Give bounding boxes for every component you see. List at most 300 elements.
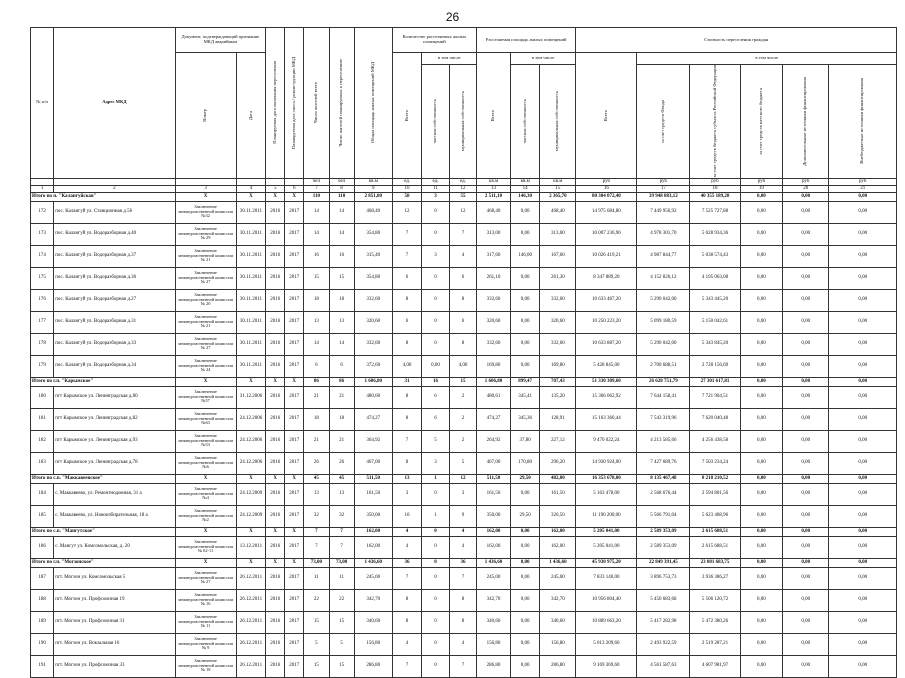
data-cell: 0,00: [740, 536, 782, 558]
data-cell: 0,00: [510, 267, 540, 289]
data-cell: 9 169 369,60: [576, 655, 637, 677]
data-cell: 0,00: [783, 408, 829, 430]
data-cell: 7 543 319,96: [637, 408, 690, 430]
col-qty-total: Всего: [392, 53, 422, 179]
data-cell: 0,00: [783, 655, 829, 677]
subtotal-cell: 26 628 751,79: [637, 377, 690, 386]
table-row: [31, 430, 897, 452]
subtotal-cell: 2 851,80: [354, 192, 392, 201]
data-cell: 0,00: [740, 430, 782, 452]
data-cell: 10 956 804,40: [576, 589, 637, 611]
data-cell: 2 728 156,69: [690, 355, 741, 377]
data-cell: 4 987 844,77: [637, 245, 690, 267]
data-cell: 261,10: [477, 267, 511, 289]
data-cell: 480,61: [477, 386, 511, 408]
row-number-cell: 174: [31, 245, 54, 267]
col-doc-date: Дата: [236, 53, 266, 179]
data-cell: 2017: [285, 245, 304, 267]
data-cell: 4: [449, 245, 476, 267]
data-cell: 12: [392, 201, 422, 223]
data-cell: 6: [449, 267, 476, 289]
data-cell: 15 366 062,92: [576, 386, 637, 408]
data-cell: 30.11.2011: [236, 201, 266, 223]
column-number-cell: 19: [740, 185, 782, 192]
subtotal-cell: 45 930 975,20: [576, 558, 637, 567]
data-cell: 4: [392, 536, 422, 558]
data-cell: 30.11.2011: [236, 267, 266, 289]
subtotal-cell: 16 353 678,00: [576, 474, 637, 483]
data-cell: 320,60: [477, 311, 511, 333]
subtotal-cell: 0,00: [783, 192, 829, 201]
data-cell: 26.12.2011: [236, 611, 266, 633]
data-cell: 22: [329, 589, 354, 611]
address-cell: пос. Калангуй ул. Водоразборная д.36: [54, 267, 175, 289]
data-cell: 135,20: [540, 386, 576, 408]
data-cell: 0,00: [783, 355, 829, 377]
table-row: [31, 289, 897, 311]
document-cell: Заключение межведомственной комиссии № 27: [175, 333, 236, 355]
subtotal-cell: 45: [329, 474, 354, 483]
column-number-cell: 13: [477, 185, 511, 192]
data-cell: 2: [449, 430, 476, 452]
subtotal-cell: 0,00: [740, 474, 782, 483]
data-cell: 7 503 234,24: [690, 452, 741, 474]
data-cell: 0,00: [829, 430, 897, 452]
col-extra2: Внебюджетные источники финансирования: [829, 65, 897, 179]
data-cell: 245,00: [477, 567, 511, 589]
data-cell: 2016: [266, 452, 285, 474]
data-cell: 12: [449, 201, 476, 223]
data-cell: 7: [449, 223, 476, 245]
address-cell: пгт. Могзон ул. Профсоюзная 33: [54, 655, 175, 677]
data-cell: 5 290 042,00: [637, 333, 690, 355]
subtotal-cell: 1 606,80: [354, 377, 392, 386]
column-number-cell: 20: [783, 185, 829, 192]
data-cell: 4: [449, 536, 476, 558]
subtotal-cell: 1 436,60: [540, 558, 576, 567]
data-cell: 170,80: [510, 452, 540, 474]
data-cell: 0,00: [510, 289, 540, 311]
document-cell: Заключение межведомственной комиссии № 02-11: [175, 536, 236, 558]
data-cell: 0,00: [740, 267, 782, 289]
data-cell: 0,00: [783, 483, 829, 505]
data-cell: 8: [392, 589, 422, 611]
data-cell: 0,00: [510, 483, 540, 505]
subtotal-cell: 2 615 688,51: [690, 527, 741, 536]
subtotal-cell: X: [236, 558, 266, 567]
data-cell: 2016: [266, 655, 285, 677]
unit-cell: кв.м: [354, 178, 392, 185]
subtotal-cell: 146,30: [510, 192, 540, 201]
data-cell: 340,60: [540, 611, 576, 633]
subtotal-cell: 73,00: [329, 558, 354, 567]
table-row: [31, 386, 897, 408]
data-cell: 2017: [285, 267, 304, 289]
data-cell: 5 343 845,20: [690, 333, 741, 355]
address-cell: пос. Калангуй ул. Водоразборная д.40: [54, 223, 175, 245]
data-cell: 2016: [266, 289, 285, 311]
col-local-budget: за счет средств местного бюджета: [740, 65, 782, 179]
data-cell: 30.11.2011: [236, 245, 266, 267]
data-cell: 13.12.2011: [236, 536, 266, 558]
data-cell: 167,60: [540, 245, 576, 267]
document-cell: Заключение межведомственной комиссии №63: [175, 408, 236, 430]
document-cell: Заключение межведомственной комиссии №53: [175, 430, 236, 452]
subtotal-cell: 162,00: [540, 527, 576, 536]
data-cell: 24.12.2006: [236, 430, 266, 452]
data-cell: 4 152 826,12: [637, 267, 690, 289]
data-cell: 0,00: [510, 536, 540, 558]
subtotal-cell: X: [266, 558, 285, 567]
unit-cell: руб: [829, 178, 897, 185]
data-cell: 354,80: [354, 267, 392, 289]
column-number-cell: 11: [422, 185, 449, 192]
data-cell: 4 561 587,63: [637, 655, 690, 677]
page-number: 26: [445, 10, 460, 24]
subtotal-cell: 27 301 617,81: [690, 377, 741, 386]
data-cell: 4 213 585,66: [637, 430, 690, 452]
data-cell: 5 038 574,43: [690, 245, 741, 267]
data-cell: 6: [422, 386, 449, 408]
col-subject-budget: за счет средств бюджета субъекта Российской Федерации: [690, 65, 741, 179]
data-cell: 169,80: [477, 355, 511, 377]
data-cell: 480,60: [354, 386, 392, 408]
data-cell: 354,80: [354, 223, 392, 245]
data-cell: 0,00: [510, 311, 540, 333]
data-cell: 0,00: [829, 386, 897, 408]
document-cell: Заключение межведомственной комиссии № 27: [175, 267, 236, 289]
subtotal-cell: X: [285, 192, 304, 201]
document-cell: Заключение межведомственной комиссии № 9: [175, 633, 236, 655]
document-cell: Заключение межведомственной комиссии №32: [175, 201, 236, 223]
data-cell: 18: [329, 408, 354, 430]
data-cell: 0,00: [783, 589, 829, 611]
table-row: [31, 536, 897, 558]
data-cell: 169,80: [540, 355, 576, 377]
data-cell: 162,00: [477, 536, 511, 558]
data-cell: 332,60: [354, 333, 392, 355]
data-cell: 10 026 419,21: [576, 245, 637, 267]
data-cell: 24.12.2006: [236, 452, 266, 474]
subtotal-cell: 0,00: [740, 527, 782, 536]
subtotal-cell: 1 606,80: [477, 377, 511, 386]
row-number-cell: 189: [31, 611, 54, 633]
data-cell: 8: [392, 386, 422, 408]
data-cell: 14: [329, 333, 354, 355]
data-cell: 320,60: [354, 311, 392, 333]
subtotal-cell: 162,00: [477, 527, 511, 536]
document-cell: Заключение межведомственной комиссии №4: [175, 483, 236, 505]
data-cell: 7 427 689,76: [637, 452, 690, 474]
address-cell: пгт. Могзон ул. Комсомольская 5: [54, 567, 175, 589]
table-row: [31, 311, 897, 333]
data-cell: 0,00: [829, 633, 897, 655]
subtotal-cell: 39 948 883,12: [637, 192, 690, 201]
row-number-cell: 173: [31, 223, 54, 245]
subtotal-cell: 36: [449, 558, 476, 567]
data-cell: 14: [304, 201, 329, 223]
subtotal-cell: 15: [449, 377, 476, 386]
subtotal-cell: 0,00: [783, 474, 829, 483]
data-cell: 4 978 301,70: [637, 223, 690, 245]
data-cell: 0,00: [829, 589, 897, 611]
data-cell: 4 607 981,97: [690, 655, 741, 677]
data-cell: 4: [392, 633, 422, 655]
row-number-cell: 178: [31, 333, 54, 355]
data-cell: 332,60: [540, 289, 576, 311]
subtotal-cell: 0,00: [510, 527, 540, 536]
data-cell: 3: [449, 483, 476, 505]
data-cell: 2017: [285, 408, 304, 430]
subtotal-cell: 511,50: [354, 474, 392, 483]
subtotal-cell: 162,00: [354, 527, 392, 536]
data-cell: 2017: [285, 452, 304, 474]
data-cell: 0,00: [740, 223, 782, 245]
subtotal-cell: X: [266, 192, 285, 201]
col-doc-group: Документ, подтверждающий признание МКД аварийным: [175, 28, 266, 53]
document-cell: Заключение межведомственной комиссии № 24: [175, 355, 236, 377]
data-cell: 26.12.2011: [236, 567, 266, 589]
data-cell: 2017: [285, 289, 304, 311]
data-cell: 14: [304, 223, 329, 245]
col-plan-date: Планируемая дата окончания переселения: [266, 28, 285, 179]
column-number-cell: 21: [829, 185, 897, 192]
data-cell: 320,60: [540, 311, 576, 333]
data-cell: 286,80: [540, 655, 576, 677]
subtotal-cell: 0,00: [829, 377, 897, 386]
address-cell: пос. Калангуй ул. Водоразборная д.37: [54, 245, 175, 267]
data-cell: 7 525 727,88: [690, 201, 741, 223]
subtotal-cell: X: [175, 377, 236, 386]
data-cell: 0,00: [783, 505, 829, 527]
data-cell: 0,00: [783, 289, 829, 311]
data-cell: 10 250 223,20: [576, 311, 637, 333]
col-residents-plan: Число жителей планируемых к переселению: [329, 28, 354, 179]
unit-cell: кв.м: [510, 178, 540, 185]
subtotal-cell: 7: [304, 527, 329, 536]
table-row: [31, 355, 897, 377]
data-cell: 342,70: [540, 589, 576, 611]
data-cell: 5 623 408,96: [690, 505, 741, 527]
data-cell: 3 936 386,27: [690, 567, 741, 589]
data-cell: 286,80: [354, 655, 392, 677]
data-cell: 10 007 236,96: [576, 223, 637, 245]
document-cell: Заключение межведомственной комиссии № 27: [175, 567, 236, 589]
data-cell: 0,00: [740, 245, 782, 267]
data-cell: 2017: [285, 333, 304, 355]
data-cell: 18: [304, 408, 329, 430]
data-cell: 2 493 922,59: [637, 633, 690, 655]
data-cell: 0,00: [783, 223, 829, 245]
data-cell: 0: [422, 201, 449, 223]
address-cell: пос. Калангуй ул. Водоразборная д.27: [54, 289, 175, 311]
data-cell: 372,60: [354, 355, 392, 377]
data-cell: 5: [304, 633, 329, 655]
data-cell: 2016: [266, 505, 285, 527]
data-cell: 2017: [285, 430, 304, 452]
data-cell: 2016: [266, 430, 285, 452]
table-row: [31, 408, 897, 430]
data-cell: 261,30: [540, 267, 576, 289]
data-cell: 21: [304, 430, 329, 452]
column-number-cell: 7: [304, 185, 329, 192]
data-cell: 0,00: [783, 633, 829, 655]
data-cell: 8: [449, 611, 476, 633]
col-cost-incl: в том числе: [637, 53, 897, 65]
data-cell: 6: [392, 267, 422, 289]
data-cell: 0,00: [510, 589, 540, 611]
data-cell: 0,00: [783, 386, 829, 408]
data-cell: 340,60: [354, 611, 392, 633]
subtotal-cell: X: [236, 192, 266, 201]
unit-cell: руб: [783, 178, 829, 185]
subtotal-cell: 707,43: [540, 377, 576, 386]
data-cell: 0,00: [829, 408, 897, 430]
address-cell: пгт Карымское ул. Ленинградская д.80: [54, 386, 175, 408]
table-row: [31, 245, 897, 267]
data-cell: 296,20: [540, 452, 576, 474]
data-cell: 162,00: [354, 536, 392, 558]
subtotal-cell: 13: [392, 474, 422, 483]
address-cell: с. Маккавеево, ул. Новоизбирательная, 18 а: [54, 505, 175, 527]
subtotal-row: [31, 192, 897, 201]
data-cell: 345,41: [510, 386, 540, 408]
row-number-cell: 179: [31, 355, 54, 377]
data-cell: 32: [304, 505, 329, 527]
data-cell: 5 150 042,61: [690, 311, 741, 333]
col-address: Адрес МКД: [54, 28, 175, 179]
data-cell: 30.11.2011: [236, 355, 266, 377]
data-cell: 5: [422, 430, 449, 452]
subtotal-cell: 40 355 189,28: [690, 192, 741, 201]
data-cell: 32: [329, 505, 354, 527]
row-number-cell: 172: [31, 201, 54, 223]
data-cell: 2017: [285, 505, 304, 527]
data-cell: 468,40: [354, 201, 392, 223]
column-number-cell: 5: [266, 185, 285, 192]
unit-cell: руб: [576, 178, 637, 185]
unit-cell: руб: [690, 178, 741, 185]
document-cell: Заключение межведомственной комиссии № 11: [175, 611, 236, 633]
data-cell: 5 099 180,59: [637, 311, 690, 333]
data-cell: 2016: [266, 267, 285, 289]
data-cell: 0,00: [422, 355, 449, 377]
data-cell: 2017: [285, 567, 304, 589]
row-number-cell: 187: [31, 567, 54, 589]
column-number-cell: 8: [329, 185, 354, 192]
data-cell: 29,50: [510, 505, 540, 527]
subtotal-cell: 58: [392, 192, 422, 201]
col-no: № п/п: [31, 28, 54, 179]
data-cell: 0,00: [740, 505, 782, 527]
data-cell: 6: [449, 311, 476, 333]
units-row: [31, 178, 897, 185]
data-cell: 5: [329, 633, 354, 655]
unit-cell: кв.м: [540, 178, 576, 185]
data-cell: 30.11.2011: [236, 289, 266, 311]
subtotal-cell: 0,00: [510, 558, 540, 567]
subtotal-cell: 0,00: [829, 192, 897, 201]
data-cell: 2016: [266, 589, 285, 611]
data-cell: 0,00: [829, 355, 897, 377]
data-cell: 15: [329, 655, 354, 677]
data-cell: 7: [392, 567, 422, 589]
data-cell: 156,80: [354, 633, 392, 655]
subtotal-cell: 7: [329, 527, 354, 536]
data-cell: 8: [392, 333, 422, 355]
data-cell: 8 347 889,20: [576, 267, 637, 289]
data-cell: 332,60: [540, 333, 576, 355]
document-cell: Заключение межведомственной комиссии № 16: [175, 589, 236, 611]
data-cell: 0: [422, 289, 449, 311]
data-cell: 0,00: [783, 567, 829, 589]
subtotal-cell: 0,00: [829, 474, 897, 483]
table-row: [31, 633, 897, 655]
column-number-cell: 18: [690, 185, 741, 192]
table-row: [31, 267, 897, 289]
data-cell: 15: [304, 267, 329, 289]
data-cell: 0,00: [510, 201, 540, 223]
data-cell: 8: [392, 452, 422, 474]
data-cell: 2016: [266, 223, 285, 245]
data-cell: 0,00: [740, 611, 782, 633]
data-cell: 3: [422, 452, 449, 474]
column-number-cell: 4: [236, 185, 266, 192]
data-cell: 0,00: [510, 655, 540, 677]
data-cell: 0,00: [510, 355, 540, 377]
data-cell: 0,00: [829, 611, 897, 633]
row-number-cell: 175: [31, 267, 54, 289]
data-cell: 286,80: [477, 655, 511, 677]
data-cell: 2016: [266, 201, 285, 223]
unit-cell: чел: [304, 178, 329, 185]
data-cell: 15 163 360,44: [576, 408, 637, 430]
data-cell: 161,50: [477, 483, 511, 505]
subtotal-cell: 86: [304, 377, 329, 386]
subtotal-cell: 0: [422, 558, 449, 567]
data-cell: 2017: [285, 201, 304, 223]
data-cell: 0: [422, 611, 449, 633]
address-cell: с. Маккавеево, ул. Ремонтнодомная, 31 а: [54, 483, 175, 505]
document-cell: Заключение межведомственной комиссии № 20: [175, 289, 236, 311]
unit-cell: [175, 178, 236, 185]
column-numbers-row: [31, 185, 897, 192]
data-cell: 26: [329, 452, 354, 474]
table-row: [31, 201, 897, 223]
data-cell: 26.12.2011: [236, 655, 266, 677]
data-cell: 313,00: [477, 223, 511, 245]
col-doc-number: Номер: [175, 53, 236, 179]
data-cell: 0,00: [829, 483, 897, 505]
data-cell: 15: [304, 655, 329, 677]
data-cell: 0,00: [740, 386, 782, 408]
table-row: [31, 589, 897, 611]
subtotal-cell: X: [285, 377, 304, 386]
data-cell: 15: [329, 611, 354, 633]
data-cell: 7: [392, 223, 422, 245]
subtotal-cell: 55: [449, 192, 476, 201]
subtotal-cell: X: [175, 192, 236, 201]
data-cell: 161,50: [540, 483, 576, 505]
subtotal-cell: X: [175, 558, 236, 567]
data-cell: 0: [422, 483, 449, 505]
data-cell: 13: [304, 483, 329, 505]
data-cell: 4 256 438,58: [690, 430, 741, 452]
data-cell: 0,00: [783, 201, 829, 223]
table-header: [31, 28, 897, 193]
data-cell: 5 028 934,36: [690, 223, 741, 245]
row-number-cell: 182: [31, 430, 54, 452]
